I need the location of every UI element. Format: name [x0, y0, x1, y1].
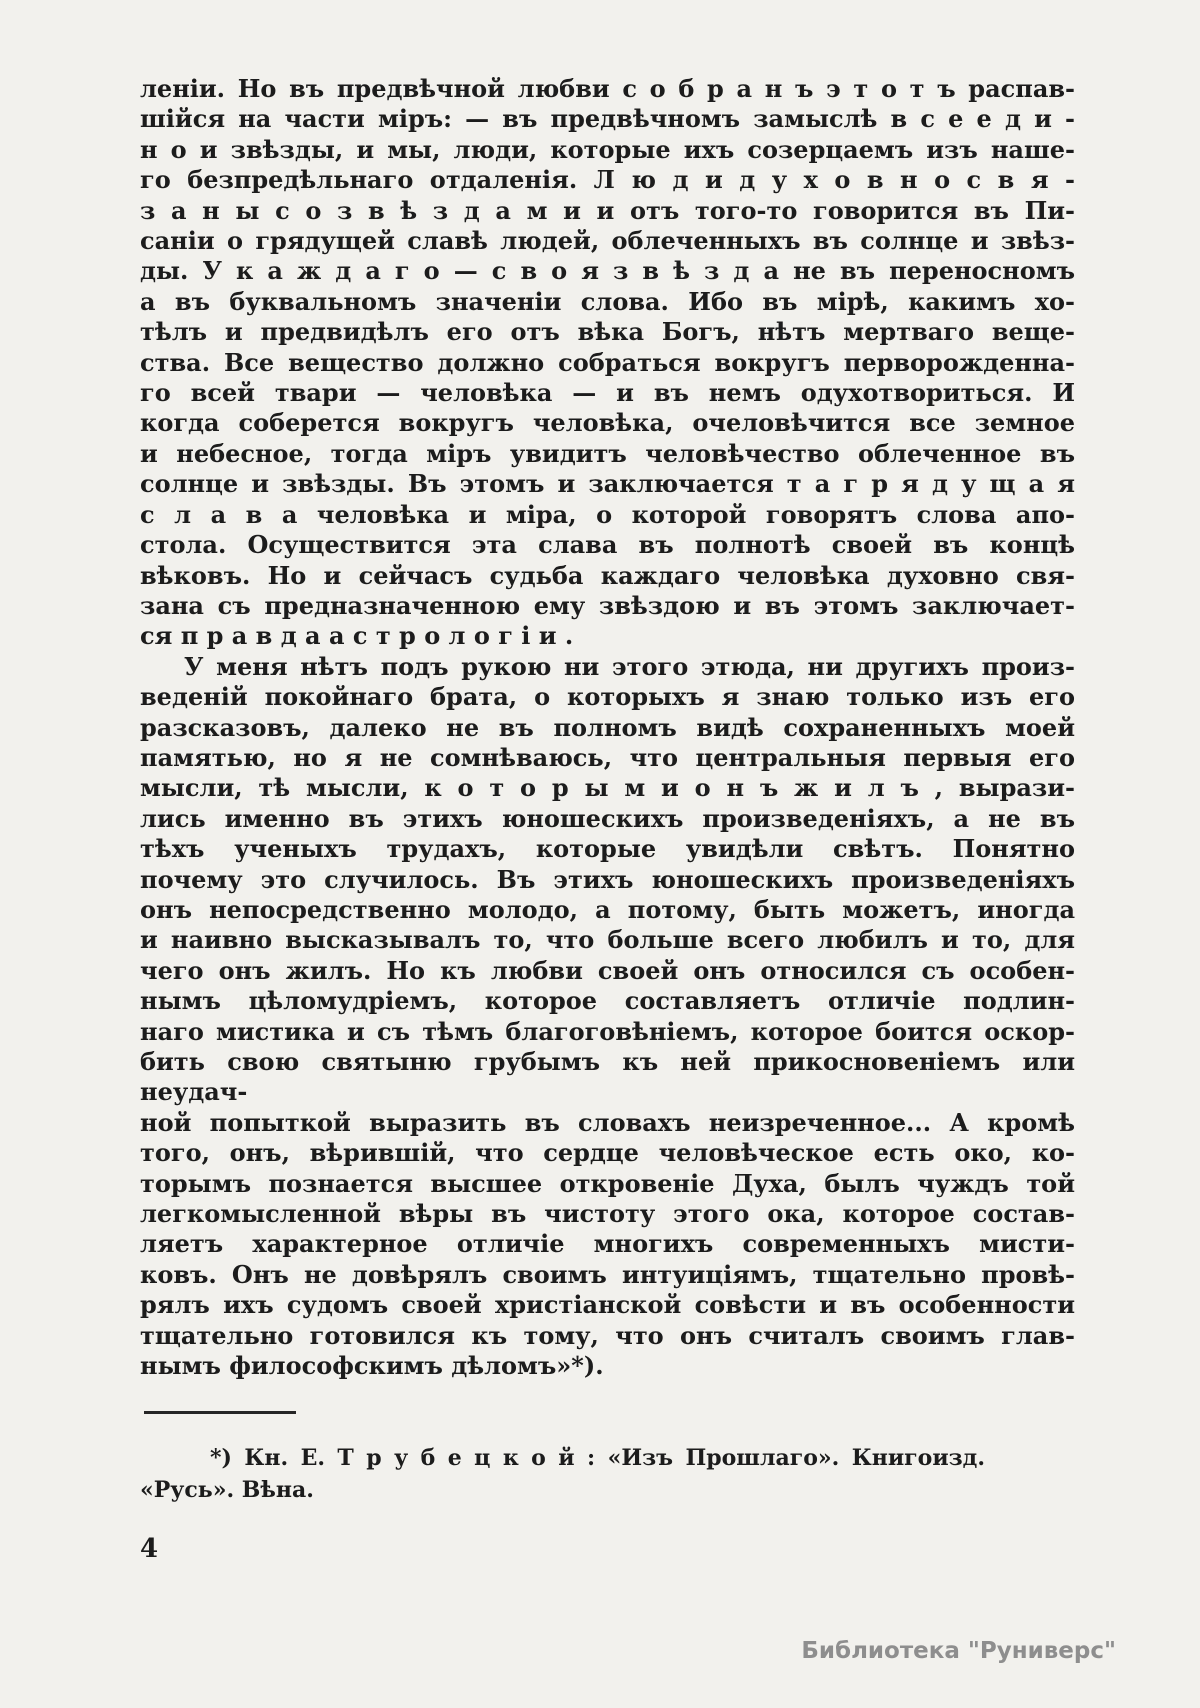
text-line: чего онъ жилъ. Но къ любви своей онъ относился съ особен- [140, 955, 1075, 985]
paragraph-second [140, 652, 1075, 1382]
text-line: ства. Все вещество должно собраться вокругъ перворожденна- [140, 347, 1075, 377]
text-line: почему это случилось. Въ этихъ юношескихъ произведеніяхъ [140, 864, 1075, 894]
text-line: памятью, но я не сомнѣваюсь, что центральныя первыя его [140, 742, 1075, 772]
text-line: когда соберется вокругъ человѣка, очеловѣчится все земное [140, 408, 1075, 438]
text-line: лись именно въ этихъ юношескихъ произведеніяхъ, а не въ [140, 803, 1075, 833]
text-line: и небесное, тогда міръ увидитъ человѣчество облеченное въ [140, 438, 1075, 468]
text-line: нымъ цѣломудріемъ, которое составляетъ отличіе подлин- [140, 986, 1075, 1016]
text-line: того, онъ, вѣрившій, что сердце человѣческое есть око, ко- [140, 1138, 1075, 1168]
text-line: солнце и звѣзды. Въ этомъ и заключается т а г р я д у щ а я [140, 469, 1075, 499]
text-line: и наивно высказывалъ то, что больше всего любилъ и то, для [140, 925, 1075, 955]
text-line: зана съ предназначенною ему звѣздою и въ этомъ заключает- [140, 590, 1075, 620]
text-line: тѣлъ и предвидѣлъ его отъ вѣка Богъ, нѣтъ мертваго веще- [140, 317, 1075, 347]
text-line: ковъ. Онъ не довѣрялъ своимъ интуиціямъ, тщательно провѣ- [140, 1259, 1075, 1289]
text-line: бить свою святыню грубымъ къ ней прикосновеніемъ или неудач- [140, 1047, 1075, 1107]
text-line: торымъ познается высшее откровеніе Духа, былъ чуждъ той [140, 1168, 1075, 1198]
text-line: с л а в а человѣка и міра, о которой говорятъ слова апо- [140, 499, 1075, 529]
text-line: саніи о грядущей славѣ людей, облеченныхъ въ солнце и звѣз- [140, 226, 1075, 256]
text-line: онъ непосредственно молодо, а потому, быть можетъ, иногда [140, 894, 1075, 924]
text-line: нымъ философскимъ дѣломъ»*). [140, 1351, 604, 1381]
footnote [140, 1442, 985, 1506]
text-line: тѣхъ ученыхъ трудахъ, которые увидѣли свѣтъ. Понятно [140, 834, 1075, 864]
text-line: шійся на части міръ: — въ предвѣчномъ замыслѣ в с е е д и - [140, 104, 1075, 134]
text-line: ной попыткой выразить въ словахъ неизреченное... А кромѣ [140, 1107, 1075, 1137]
text-block [140, 74, 1075, 1506]
text-line: легкомысленной вѣры въ чистоту этого ока, которое состав- [140, 1199, 1075, 1229]
text-line: наго мистика и съ тѣмъ благоговѣніемъ, которое боится оскор- [140, 1016, 1075, 1046]
text-line: стола. Осуществится эта слава въ полнотѣ своей въ концѣ [140, 530, 1075, 560]
text-line: рялъ ихъ судомъ своей христіанской совѣсти и въ особенности [140, 1290, 1075, 1320]
library-watermark: Библиотека "Руниверс" [801, 1638, 1116, 1664]
text-line: леніи. Но въ предвѣчной любви с о б р а н ъ э т о т ъ распав- [140, 74, 1075, 103]
text-line: з а н ы с о з в ѣ з д а м и и отъ того-то говорится въ Пи- [140, 195, 1075, 225]
text-line: веденій покойнаго брата, о которыхъ я знаю только изъ его [140, 682, 1075, 712]
footnote-divider [144, 1411, 296, 1414]
text-line: го всей твари — человѣка — и въ немъ одухотвориться. И [140, 378, 1075, 408]
text-line: вѣковъ. Но и сейчасъ судьба каждаго человѣка духовно свя- [140, 560, 1075, 590]
text-line: разсказовъ, далеко не въ полномъ видѣ сохраненныхъ моей [140, 712, 1075, 742]
text-line: мысли, тѣ мысли, к о т о р ы м и о н ъ ж и л ъ , вырази- [140, 773, 1075, 803]
paragraph-continuation [140, 74, 1075, 652]
text-line: ся п р а в д а а с т р о л о г і и . [140, 621, 574, 651]
text-line: «Русь». Вѣна. [140, 1477, 314, 1504]
text-line: ды. У к а ж д а г о — с в о я з в ѣ з д а не въ переносномъ [140, 256, 1075, 286]
page-number: 4 [140, 1534, 159, 1564]
text-line: У меня нѣтъ подъ рукою ни этого этюда, ни другихъ произ- [184, 651, 1075, 681]
text-line: го безпредѣльнаго отдаленія. Л ю д и д у х о в н о с в я - [140, 165, 1075, 195]
text-line: тщательно готовился къ тому, что онъ считалъ своимъ глав- [140, 1320, 1075, 1350]
text-line: н о и звѣзды, и мы, люди, которые ихъ созерцаемъ изъ наше- [140, 134, 1075, 164]
text-line: ляетъ характерное отличіе многихъ современныхъ мисти- [140, 1229, 1075, 1259]
text-line: *) Кн. Е. Т р у б е ц к о й : «Изъ Прошлаго». Книгоизд. [210, 1445, 985, 1472]
text-line: а въ буквальномъ значеніи слова. Ибо въ мірѣ, какимъ хо- [140, 286, 1075, 316]
